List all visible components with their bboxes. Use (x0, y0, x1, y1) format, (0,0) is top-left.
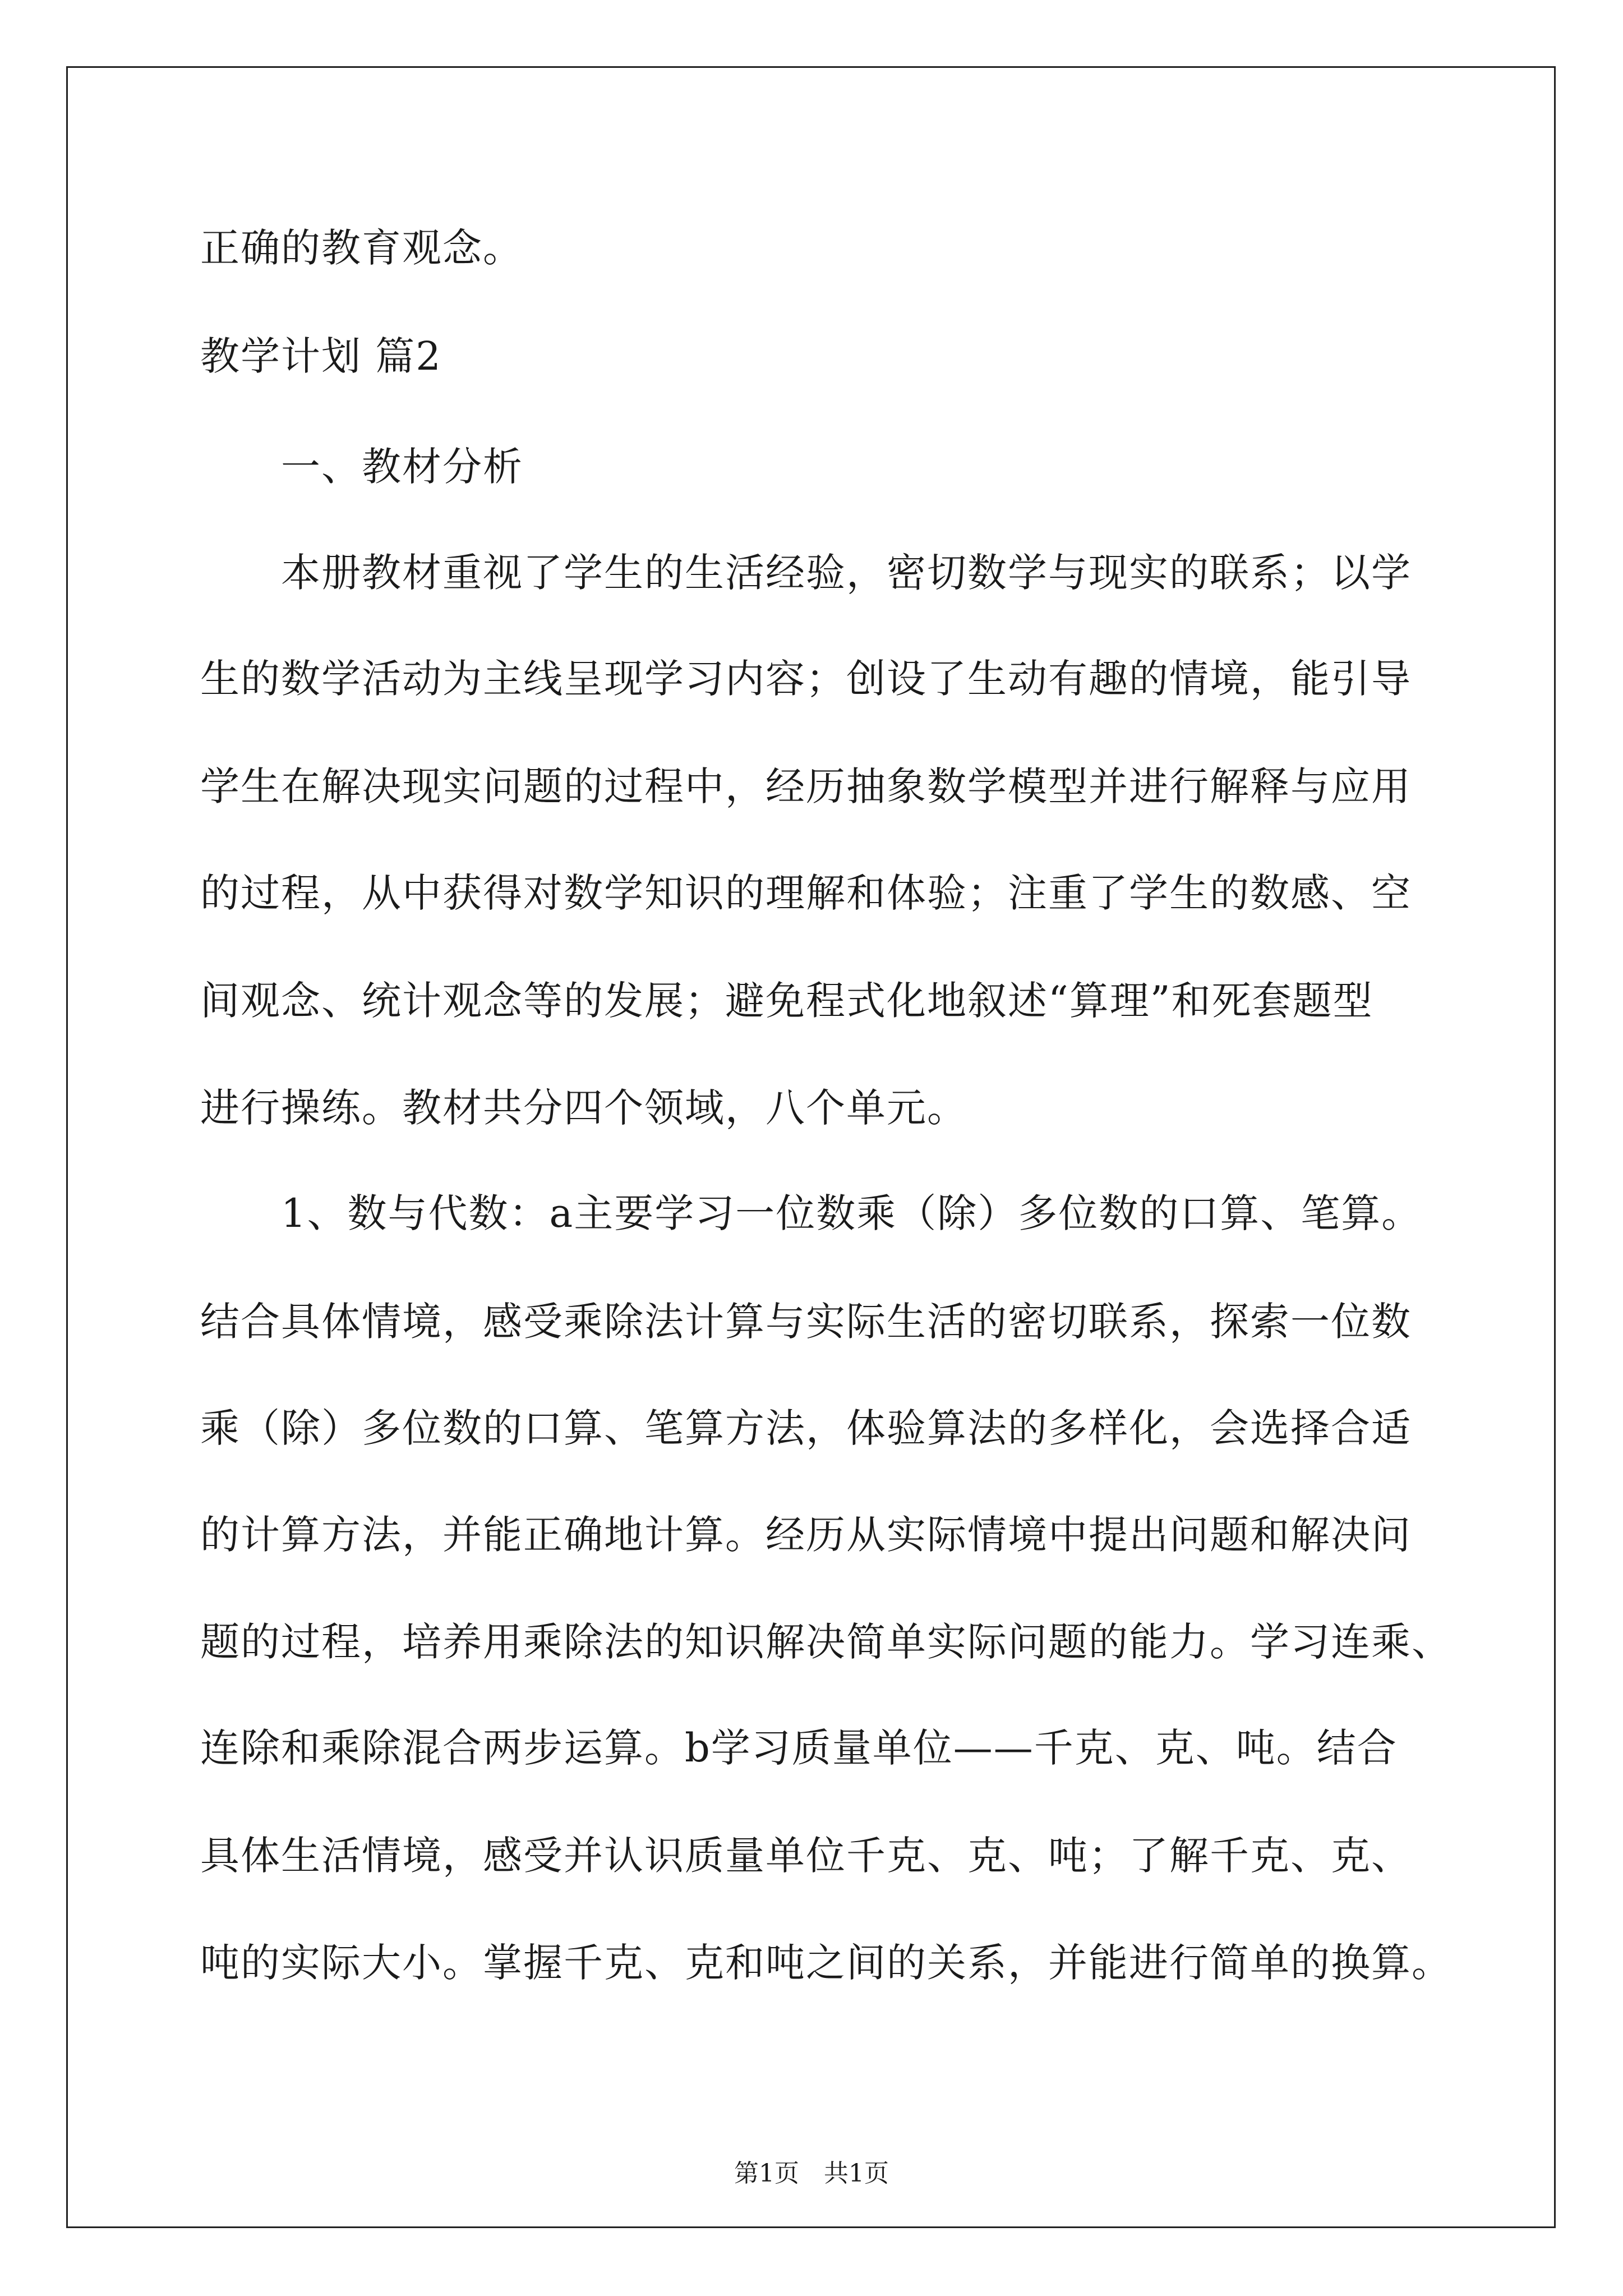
text-line: 生的数学活动为主线呈现学习内容；创设了生动有趣的情境，能引导 (200, 656, 1412, 702)
text-line: 1、数与代数：a主要学习一位数乘（除）多位数的口算、笔算。 (200, 1190, 1422, 1236)
section-heading: 教学计划 篇2 (200, 333, 442, 379)
text-line: 吨的实际大小。掌握千克、克和吨之间的关系，并能进行简单的换算。 (200, 1940, 1452, 1986)
text-line: 题的过程，培养用乘除法的知识解决简单实际问题的能力。学习连乘、 (200, 1619, 1452, 1665)
page-border (66, 66, 1556, 2228)
text-line: 本册教材重视了学生的生活经验，密切数学与现实的联系；以学 (200, 550, 1412, 596)
page-number-footer: 第1页 共1页 (734, 2159, 889, 2188)
subsection-heading: 一、教材分析 (200, 444, 523, 490)
text-line: 连除和乘除混合两步运算。b学习质量单位——千克、克、吨。结合 (200, 1725, 1398, 1771)
text-line: 的过程，从中获得对数学知识的理解和体验；注重了学生的数感、空 (200, 870, 1412, 916)
text-line: 结合具体情境，感受乘除法计算与实际生活的密切联系，探索一位数 (200, 1299, 1412, 1345)
text-line: 的计算方法，并能正确地计算。经历从实际情境中提出问题和解决问 (200, 1512, 1412, 1558)
text-line: 乘（除）多位数的口算、笔算方法，体验算法的多样化，会选择合适 (200, 1405, 1412, 1451)
text-line: 进行操练。教材共分四个领域，八个单元。 (200, 1085, 967, 1131)
text-line: 学生在解决现实问题的过程中，经历抽象数学模型并进行解释与应用 (200, 763, 1412, 809)
text-line: 具体生活情境，感受并认识质量单位千克、克、吨；了解千克、克、 (200, 1833, 1412, 1879)
text-line: 间观念、统计观念等的发展；避免程式化地叙述“算理”和死套题型 (200, 978, 1373, 1024)
text-line: 正确的教育观念。 (200, 225, 523, 271)
